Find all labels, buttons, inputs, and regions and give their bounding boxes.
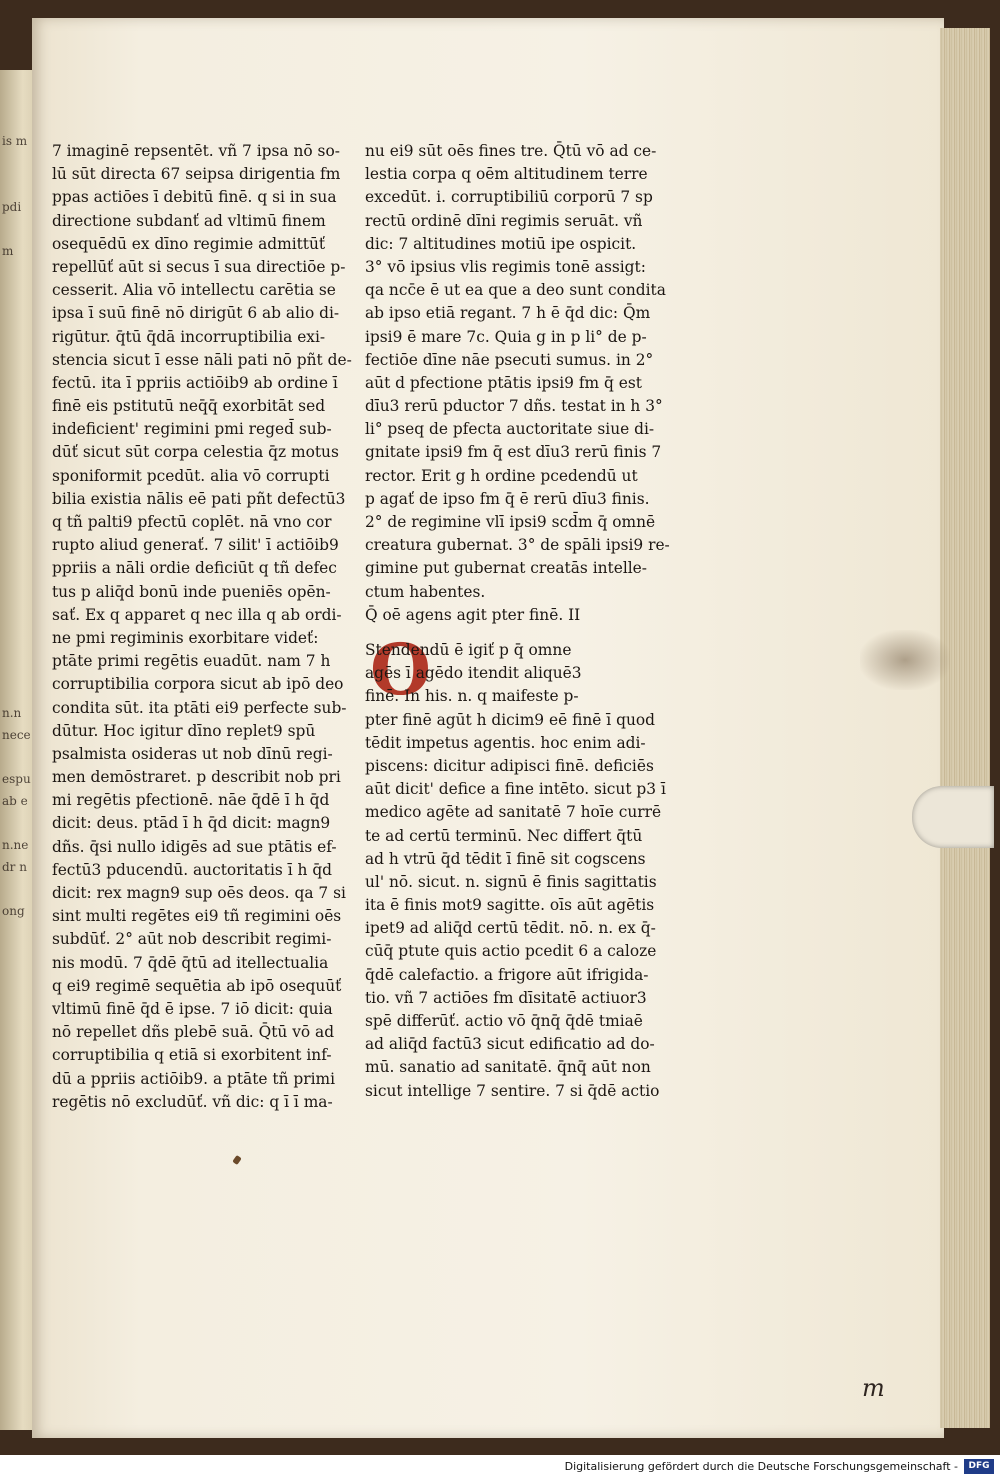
text-line: bilia existia nālis eē pati pñt defectū3 <box>52 489 346 508</box>
previous-page-fragment: ong <box>2 904 25 918</box>
text-line: psalmista osideras ut nob dīnū regi- <box>52 744 333 763</box>
text-line: rigūtur. q̄tū q̄dā incorruptibilia exi- <box>52 327 326 346</box>
text-line: q ei9 regimē sequētia ab ipō osequūť <box>52 976 342 995</box>
text-line: fectiōe dīne nāe psecuti sumus. in 2° <box>365 350 654 369</box>
previous-page-fragment <box>2 658 36 680</box>
previous-page-fragment <box>2 218 36 240</box>
text-line: piscens: dicitur adipisci finē. deficiēs <box>365 756 654 775</box>
previous-page-fragment: nece <box>2 728 31 742</box>
text-line: repellūť aūt si secus ī sua directiōe p- <box>52 257 346 276</box>
previous-page-fragment <box>2 174 36 196</box>
previous-page-fragment <box>2 1010 36 1032</box>
text-line: ab ipso etiā regant. 7 h ē q̄d dic: Q̄m <box>365 304 651 323</box>
previous-page-fragment: espu <box>2 772 31 786</box>
drop-cap-initial: O <box>370 628 431 711</box>
text-line: nō repellet dñs plebē suā. Q̄tū vō ad <box>52 1023 335 1042</box>
previous-page-fragment <box>2 350 36 372</box>
text-line: finē eis pstitutū neq̄q̄ exorbitāt sed <box>52 397 326 416</box>
text-line: sicut intellige 7 sentire. 7 si q̄dē actio <box>365 1081 660 1100</box>
previous-page-fragment <box>2 1120 36 1142</box>
previous-page-fragment <box>2 592 36 614</box>
text-line: gimine put gubernat creatās intelle- <box>365 559 647 578</box>
page-stack-edge <box>940 28 990 1428</box>
previous-page-fragment <box>2 460 36 482</box>
previous-page-fragment <box>2 570 36 592</box>
text-line: 3° vō ipsius vlis regimis tonē assigt: <box>365 257 646 276</box>
previous-page-fragment <box>2 636 36 658</box>
text-line: li° pseq de pfecta auctoritate siue di- <box>365 420 655 439</box>
text-line: directione subdanť ad vltimū finem <box>52 211 326 230</box>
text-line: q tñ palti9 pfectū coplēt. nā vno cor <box>52 513 332 531</box>
text-line: dīu3 rerū pductor 7 dñs. testat in h 3° <box>365 397 663 416</box>
previous-page-fragment <box>2 152 36 174</box>
footer-credit: Digitalisierung gefördert durch die Deutsche Forschungsgemeinschaft - <box>564 1460 958 1473</box>
text-line: tus p aliq̄d bonū inde pueniēs opēn- <box>52 582 331 601</box>
text-line: ita ē finis mot9 sagitte. oīs aūt agētis <box>365 896 655 915</box>
text-line: dicit: rex magn9 sup oēs deos. qa 7 si <box>52 884 346 902</box>
text-line: rupto aliud generať. 7 silit' ī actiōib9 <box>52 536 339 555</box>
text-line: ad h vtrū q̄d tēdit ī finē sit cogscens <box>365 849 646 868</box>
text-line: sponiformit pcedūt. alia vō corrupti <box>52 466 330 485</box>
text-line: fectū3 pducendū. auctoritatis ī h q̄d <box>52 860 333 879</box>
previous-page-fragment <box>2 966 36 988</box>
previous-page-fragment <box>2 328 36 350</box>
previous-page-fragment <box>2 284 36 306</box>
text-line: ctum habentes. <box>365 582 486 601</box>
previous-page-fragment <box>2 746 36 768</box>
previous-page-fragment: n.n <box>2 706 22 720</box>
previous-page-fragment <box>2 1076 36 1098</box>
text-line: dūť sicut sūt corpa celestia q̄z motus <box>52 443 339 462</box>
previous-page-fragment <box>2 438 36 460</box>
previous-page-fragment: pdi <box>2 200 22 214</box>
previous-page-fragment: ab e <box>2 794 28 808</box>
text-line: nu ei9 sūt oēs fines tre. Q̄tū vō ad ce- <box>365 142 657 160</box>
text-line: stencia sicut ī esse nāli pati nō pñt de- <box>52 350 352 369</box>
text-line: cesserit. Alia vō intellectu carētia se <box>52 281 336 300</box>
previous-page-text <box>2 130 36 1186</box>
text-line: ad aliq̄d factū3 sicut edificatio ad do- <box>365 1035 655 1054</box>
text-line: ppriis a nāli ordie deficiūt q tñ defec <box>52 559 337 578</box>
text-line: aūt dicit' defice a fine intēto. sicut p3 ī <box>365 780 666 799</box>
text-line: rector. Erit g h ordine pcedendū ut <box>365 466 638 485</box>
text-line: tēdit impetus agentis. hoc enim adi- <box>365 733 646 752</box>
text-line: dñs. q̄si nullo idigēs ad sue ptātis ef- <box>52 837 337 856</box>
previous-page-fragment <box>2 1054 36 1076</box>
previous-page-fragment <box>2 878 36 900</box>
text-line: lestia corpa q oēm altitudinem terre <box>365 165 648 184</box>
text-line: ipet9 ad aliq̄d certū tēdit. nō. n. ex q̄- <box>365 919 656 938</box>
page-clip <box>912 786 994 848</box>
text-line: creatura gubernat. 3° de spāli ipsi9 re- <box>365 536 670 555</box>
text-line: dūtur. Hoc igitur dīno replet9 spū <box>52 721 316 740</box>
previous-page-fragment <box>2 812 36 834</box>
text-line: 7 imaginē repsentēt. vñ 7 ipsa nō so- <box>52 142 340 160</box>
text-line: q̄dē calefactio. a frigore aūt ifrigida- <box>365 965 649 984</box>
text-line: spē differūť. actio vō q̄nq̄ q̄dē tmiaē <box>365 1012 643 1030</box>
text-line: ul' nō. sicut. n. signū ē finis sagittatis <box>365 872 657 891</box>
text-line: rectū ordinē dīni regimis seruāt. vñ <box>365 211 643 230</box>
text-line: osequēdū ex dīno regimie admittūť <box>52 234 326 253</box>
text-line: regētis nō excludūť. vñ dic: q ī ī ma- <box>52 1092 333 1111</box>
text-line: corruptibilia corpora sicut ab ipō deo <box>52 675 344 694</box>
text-line: 2° de regimine vlī ipsi9 scd̄m q̄ omnē <box>365 513 656 531</box>
text-line: vltimū finē q̄d ē ipse. 7 iō dicit: quia <box>52 999 333 1018</box>
previous-page-fragment <box>2 548 36 570</box>
text-line: indeficient' regimini pmi reged̄ sub- <box>52 420 332 439</box>
text-line: ppas actiōes ī debitū finē. q si in sua <box>52 188 337 207</box>
text-line: tio. vñ 7 actiōes fm dīsitatē actiuor3 <box>365 988 647 1007</box>
left-text-column <box>52 140 352 1114</box>
previous-page-fragment <box>2 680 36 702</box>
text-line: dū a ppriis actiōib9. a ptāte tñ primi <box>52 1069 336 1088</box>
previous-page-fragment <box>2 372 36 394</box>
digitization-footer <box>0 1455 1000 1479</box>
text-line: gnitate ipsi9 fm q̄ est dīu3 rerū finis 7 <box>365 443 662 462</box>
text-line: qa ncc̄e ē ut ea que a deo sunt condita <box>365 281 666 300</box>
previous-page-fragment: is m <box>2 134 28 148</box>
text-line: fectū. ita ī ppriis actiōib9 ab ordine ī <box>52 373 338 392</box>
signature-mark: m <box>862 1374 885 1402</box>
paper-stain <box>860 630 950 690</box>
text-line: finē. In his. n. q maifeste p- <box>365 687 579 706</box>
previous-page-fragment: dr n <box>2 860 27 874</box>
previous-page-fragment <box>2 1098 36 1120</box>
text-line: mū. sanatio ad sanitatē. q̄nq̄ aūt non <box>365 1058 651 1077</box>
text-line: men demōstraret. p describit nob pri <box>52 768 341 787</box>
previous-page-fragment <box>2 614 36 636</box>
text-line: condita sūt. ita ptāti ei9 perfecte sub- <box>52 698 347 717</box>
text-line: medico agēte ad sanitatē 7 hoīe currē <box>365 803 662 822</box>
previous-page-fragment <box>2 1032 36 1054</box>
previous-page-fragment <box>2 482 36 504</box>
text-line: subdūť. 2° aūt nob describit regimi- <box>52 930 332 949</box>
dfg-logo: DFG <box>964 1459 994 1474</box>
previous-page-fragment <box>2 416 36 438</box>
text-line: te ad certū terminū. Nec differt q̄tū <box>365 826 643 845</box>
previous-page-fragment <box>2 306 36 328</box>
text-line: agēs ī agēdo itendit aliquē3 <box>365 664 582 683</box>
previous-page-fragment <box>2 988 36 1010</box>
right-text-column-bottom <box>365 628 675 1103</box>
text-line: corruptibilia q etiā si exorbitent inf- <box>52 1046 332 1065</box>
previous-page-fragment <box>2 1164 36 1186</box>
text-line: ipsi9 ē mare 7c. Quia g in p li° de p- <box>365 327 647 346</box>
text-line: ne pmi regiminis exorbitare videť: <box>52 628 319 647</box>
text-line: Stendendū ē igiť p q̄ omne <box>365 641 572 659</box>
text-line: aūt d pfectione ptātis ipsi9 fm q̄ est <box>365 373 642 392</box>
previous-page-fragment <box>2 394 36 416</box>
text-line: pter finē agūt h dicim9 eē finē ī quod <box>365 710 655 729</box>
text-line: ptāte primi regētis euadūt. nam 7 h <box>52 652 331 671</box>
text-line: mi regētis pfectionē. nāe q̄dē ī h q̄d <box>52 791 330 810</box>
right-text-column-top <box>365 140 675 627</box>
previous-page-fragment: n.ne <box>2 838 29 852</box>
previous-page-fragment <box>2 922 36 944</box>
text-line: p agať de ipso fm q̄ ē rerū dīu3 finis. <box>365 489 650 508</box>
text-line: dicit: deus. ptād ī h q̄d dicit: magn9 <box>52 814 331 833</box>
text-line: dic: 7 altitudines motiū ipe ospicit. <box>365 234 637 253</box>
previous-page-fragment <box>2 504 36 526</box>
text-line: lū sūt directa 67 seipsa dirigentia fm <box>52 165 341 184</box>
previous-page-fragment <box>2 944 36 966</box>
text-line: Q̄ oē agens agit pter finē. II <box>365 605 581 624</box>
text-line: nis modū. 7 q̄dē q̄tū ad itellectualia <box>52 953 329 972</box>
previous-page-fragment: m <box>2 244 14 258</box>
text-line: sať. Ex q apparet q nec illa q ab ordi- <box>52 605 342 624</box>
text-line: excedūt. i. corruptibiliū corporū 7 sp <box>365 188 653 207</box>
text-line: ipsa ī suū finē nō dirigūt 6 ab alio di- <box>52 304 340 323</box>
previous-page-fragment <box>2 262 36 284</box>
text-line: sint multi regētes ei9 tñ regimini oēs <box>52 907 342 926</box>
previous-page-fragment <box>2 1142 36 1164</box>
previous-page-fragment <box>2 526 36 548</box>
text-line: cūq̄ ptute quis actio pcedit 6 a caloze <box>365 942 657 961</box>
